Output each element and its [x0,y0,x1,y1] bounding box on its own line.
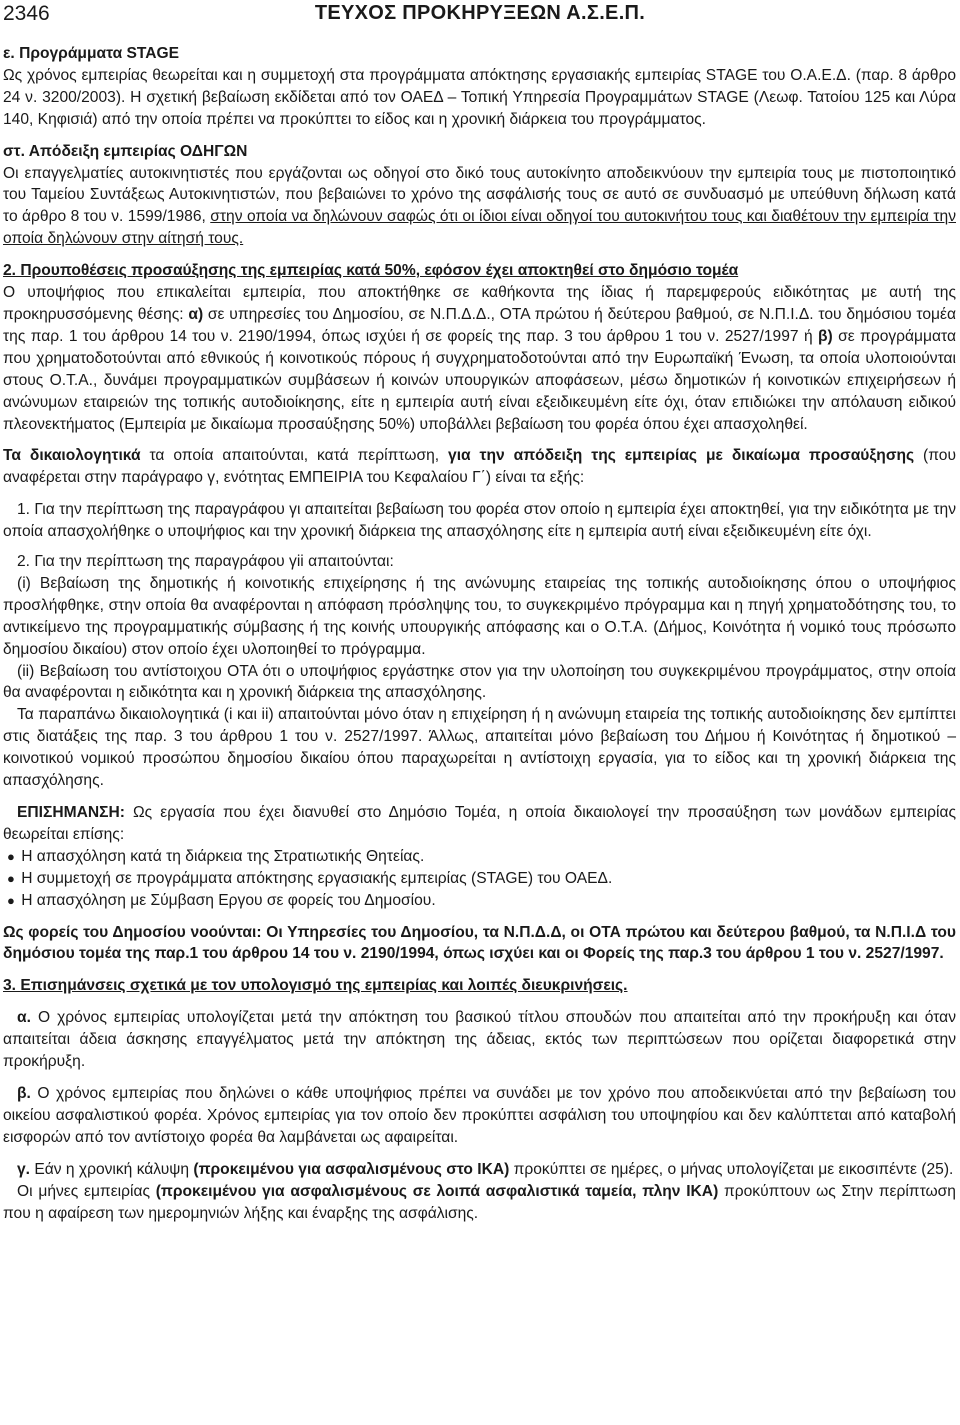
bullet-dot-icon: ● [7,870,15,886]
section-3-g [3,1159,956,1181]
label-a: α) [188,305,204,323]
label-beta: β. [17,1084,31,1102]
section-2-text-2: σε υπηρεσίες του Δημοσίου, σε Ν.Π.Δ.Δ., ΟΤΑ πρώτου ή δεύτερου βαθμού, σε Ν.Π.Ι.Δ. του δημόσιου τομέα της παρ. 1 του άρθρου 14 του ν. 2190/1994, όπως ισχύει ή σε φορείς της παρ. 3 του άρθρου 1 του ν. 2527/1997 ή [3,305,956,345]
item-2-note: Τα παραπάνω δικαιολογητικά (i και ii) απαιτούνται μόνο όταν η επιχείρηση ή η ανώνυμη εταιρεία της τοπικής αυτοδιοίκησης δεν εμπίπτει στις διατάξεις της παρ. 3 του άρθρου 1 του ν. 2527/1997. Άλλως, απαιτείται μόνο βεβαίωση του Δήμου ή Κοινότητας ή δημοτικού – κοινοτικού νομικού προσώπου δημοσίου δικαίου όπου παραχωρείται η αντίστοιχη εργασία, για το είδος και τη χρονική διάρκεια της απασχόλησης. [3,706,956,790]
documents-bold: για την απόδειξη της εμπειρίας με δικαίωμα προσαύξησης [448,447,915,465]
section-st-heading: στ. Απόδειξη εμπειρίας ΟΔΗΓΩΝ [3,142,248,160]
section-2-text-1: Ο υποψήφιος που επικαλείται εμπειρία, που αποκτήθηκε σε καθήκοντα της ίδιας ή παρεμφερούς ειδικότητας με αυτή της προκηρυσσόμενης θέσης: [3,284,956,323]
bullet-item [3,868,956,890]
section-2-text-3: σε προγράμματα που χρηματοδοτούνται από εθνικούς ή κοινοτικούς πόρους ή συγχρηματοδοτούνται από την Ευρωπαϊκή Ένωση, τα οποία υλοποιούνται στους Ο.Τ.Α., δυνάμει προγραμματικών συμβάσεων ή κοινών υπουργικών αποφάσεων, μέσω δημοτικών ή κοινοτικών επιχειρήσεων ή ανώνυμων εταιρειών της τοπικής αυτοδιοίκησης, είτε η εμπειρία αυτή είναι εξειδικευμένη είτε όχι, όταν επιδιώκει την απόλαυση ειδικού πλεονεκτήματος (Εμπειρία με δικαίωμα προσαύξησης 50%) υποβάλλει βεβαίωση του φορέα όπου έχει απασχοληθεί. [3,327,956,433]
section-st-body [3,163,956,251]
bullet-text: Η συμμετοχή σε προγράμματα απόκτησης εργασιακής εμπειρίας (STAGE) του ΟΑΕΔ. [21,869,613,887]
section-3-g2-bold: (προκειμένου για ασφαλισμένους σε λοιπά ασφαλιστικά ταμεία, πλην ΙΚΑ) [155,1182,719,1200]
section-3-g2-text-2: προκύπτουν ως Στην περίπτωση που η αφαίρεση των ημερομηνιών λήξης και έναρξης της ασφάλισης. [3,1182,956,1222]
section-3-g-bold: (προκειμένου για ασφαλισμένους στο ΙΚΑ) [193,1160,510,1178]
section-3-heading: 3. Επισημάνσεις σχετικά με τον υπολογισμό της εμπειρίας και λοιπές διευκρινήσεις. [3,977,628,995]
document-body [3,43,956,1224]
section-3-a [3,1007,956,1073]
section-3-g-text-2: προκύπτει σε ημέρες, ο μήνας υπολογίζεται με εικοσιπέντε (25). [509,1160,954,1178]
bullet-item [3,846,956,868]
journal-title: ΤΕΥΧΟΣ ΠΡΟΚΗΡΥΞΕΩΝ Α.Σ.Ε.Π. [314,2,646,24]
bullet-dot-icon: ● [7,848,15,864]
item-2-ii: (ii) Βεβαίωση του αντίστοιχου ΟΤΑ ότι ο υποψήφιος εργάστηκε στον για την υλοποίηση του συγκεκριμένου προγράμματος, στην οποία θα αναφέρονται η ειδικότητα και η χρονική διάρκεια της απασχόλησης. [3,662,956,702]
bullet-dot-icon: ● [7,892,15,908]
section-st-text: Οι επαγγελματίες αυτοκινητιστές που εργάζονται ως οδηγοί στο δικό τους αυτοκίνητο αποδεικνύουν την εμπειρία τους με πιστοποιητικό του Ταμείου Συντάξεως Αυτοκινητιστών, που βεβαιώνει το χρόνο της ασφάλισής τους σε αυτό σε συνδυασμό με υπεύθυνη δήλωση κατά το άρθρο 8 του ν. 1599/1986, [3,164,956,226]
page-header [0,0,960,30]
item-2: 2. Για την περίπτωση της παραγράφου γii απαιτούνται: [17,553,394,571]
section-2-body [3,282,956,435]
notice-label: ΕΠΙΣΗΜΑΝΣΗ: [17,804,125,821]
section-3-b-text: Ο χρόνος εμπειρίας που δηλώνει ο κάθε υποψήφιος πρέπει να συνάδει με τον χρόνο που αποδεικνύεται από την βεβαίωση του οικείου ασφαλιστικού φορέα. Χρόνος εμπειρίας για τον οποίο δεν προκύπτει ασφάλιση του υποψηφίου και δεν καλύπτεται από καταβολή εισφορών από τον αντίστοιχο φορέα θα λαμβάνεται ως αφαιρείται. [3,1084,956,1146]
bullet-text: Η απασχόληση κατά τη διάρκεια της Στρατιωτικής Θητείας. [21,847,425,865]
public-bodies-definition: Ως φορείς του Δημοσίου νοούνται: Οι Υπηρεσίες του Δημοσίου, τα Ν.Π.Δ.Δ, οι ΟΤΑ πρώτου και δεύτερου βαθμού, τα Ν.Π.Ι.Δ του δημόσιου τομέα της παρ.1 του άρθρου 14 του ν. 2190/1994, όπως ισχύει και οι Φορείς της παρ.3 του άρθρου 1 του ν. 2527/1997. [3,923,956,963]
section-e-body: Ως χρόνος εμπειρίας θεωρείται και η συμμετοχή στα προγράμματα απόκτησης εργασιακής εμπειρίας STAGE του Ο.Α.Ε.Δ. (παρ. 8 άρθρο 24 ν. 3200/2003). Η σχετική βεβαίωση εκδίδεται από τον ΟΑΕΔ – Τοπική Υπηρεσία Προγραμμάτων STAGE (Λεωφ. Τατοίου 125 και Λύρα 140, Κηφισιά) από την οποία πρέπει να προκύπτει το είδος και η χρονική διάρκεια του προγράμματος. [3,66,956,128]
label-alpha: α. [17,1009,31,1027]
section-3-a-text: Ο χρόνος εμπειρίας υπολογίζεται μετά την απόκτηση του βασικού τίτλου σπουδών που απαιτείται από την προκήρυξη και όταν απαιτείται άδεια άσκησης επαγγέλματος μετά την απόκτηση της άδειας, εκτός των περιπτώσεων που ορίζεται διαφορετικά στην προκήρυξη. [3,1009,956,1071]
documents-mid: τα οποία απαιτούνται, κατά περίπτωση, [140,447,449,465]
section-2-heading: 2. Προυποθέσεις προσαύξησης της εμπειρίας κατά 50%, εφόσον έχει αποκτηθεί στο δημόσιο τομέα [3,262,739,280]
bullet-text: Η απασχόληση με Σύμβαση Εργου σε φορείς του Δημοσίου. [21,891,436,909]
section-3-b [3,1083,956,1149]
section-e-heading: ε. Προγράμματα STAGE [3,45,180,62]
label-gamma: γ. [17,1160,31,1178]
notice-body: Ως εργασία που έχει διανυθεί στο Δημόσιο Τομέα, η οποία δικαιολογεί την προσαύξηση των μονάδων εμπειρίας θεωρείται επίσης: [3,804,956,843]
section-3-g-2 [3,1181,956,1225]
section-3-g-text-1: Εάν η χρονική κάλυψη [30,1160,194,1178]
documents-lead: Τα δικαιολογητικά [3,447,141,465]
label-b: β) [818,327,833,345]
section-3-g2-text-1: Οι μήνες εμπειρίας [17,1182,156,1200]
page-number: 2346 [3,2,50,25]
documents-paragraph [3,445,956,489]
documents-tail: (που αναφέρεται στην παράγραφο γ, ενότητας ΕΜΠΕΙΡΙΑ του Κεφαλαίου Γ΄) είναι τα εξής: [3,447,956,487]
section-st-underlined: στην οποία να δηλώνουν σαφώς ότι οι ίδιοι είναι οδηγοί του αυτοκινήτου τους και διαθέτουν την εμπειρία την οποία δηλώνουν στην αίτησή τους. [3,208,956,248]
item-1: 1. Για την περίπτωση της παραγράφου γι απαιτείται βεβαίωση του φορέα στον οποίο η εμπειρία έχει αποκτηθεί, για την ειδικότητα με την οποία απασχολήθηκε ο υποψήφιος και την χρονική διάρκεια της απασχόλησης είτε η εμπειρία αυτή είναι εξειδικευμένη είτε όχι. [3,501,956,541]
notice-paragraph [3,802,956,846]
bullet-item [3,890,956,912]
item-2-i: (i) Βεβαίωση της δημοτικής ή κοινοτικής επιχείρησης ή της ανώνυμης εταιρείας της τοπικής αυτοδιοίκησης όπου ο υποψήφιος προσλήφθηκε, στην οποία θα αναφέρονται η απόφαση πρόσληψης του, το συγκεκριμένο πρόγραμμα και η πηγή χρηματοδότησης του, το αντικείμενο της προγραμματικής σύμβασης ή της κοινής υπουργικής απόφασης και ο Ο.Τ.Α. (Δήμος, Κοινότητα ή νομικό τους πρόσωπο δημοσίου δικαίου) στον οποίο έχει υλοποιηθεί το πρόγραμμα. [3,574,956,658]
